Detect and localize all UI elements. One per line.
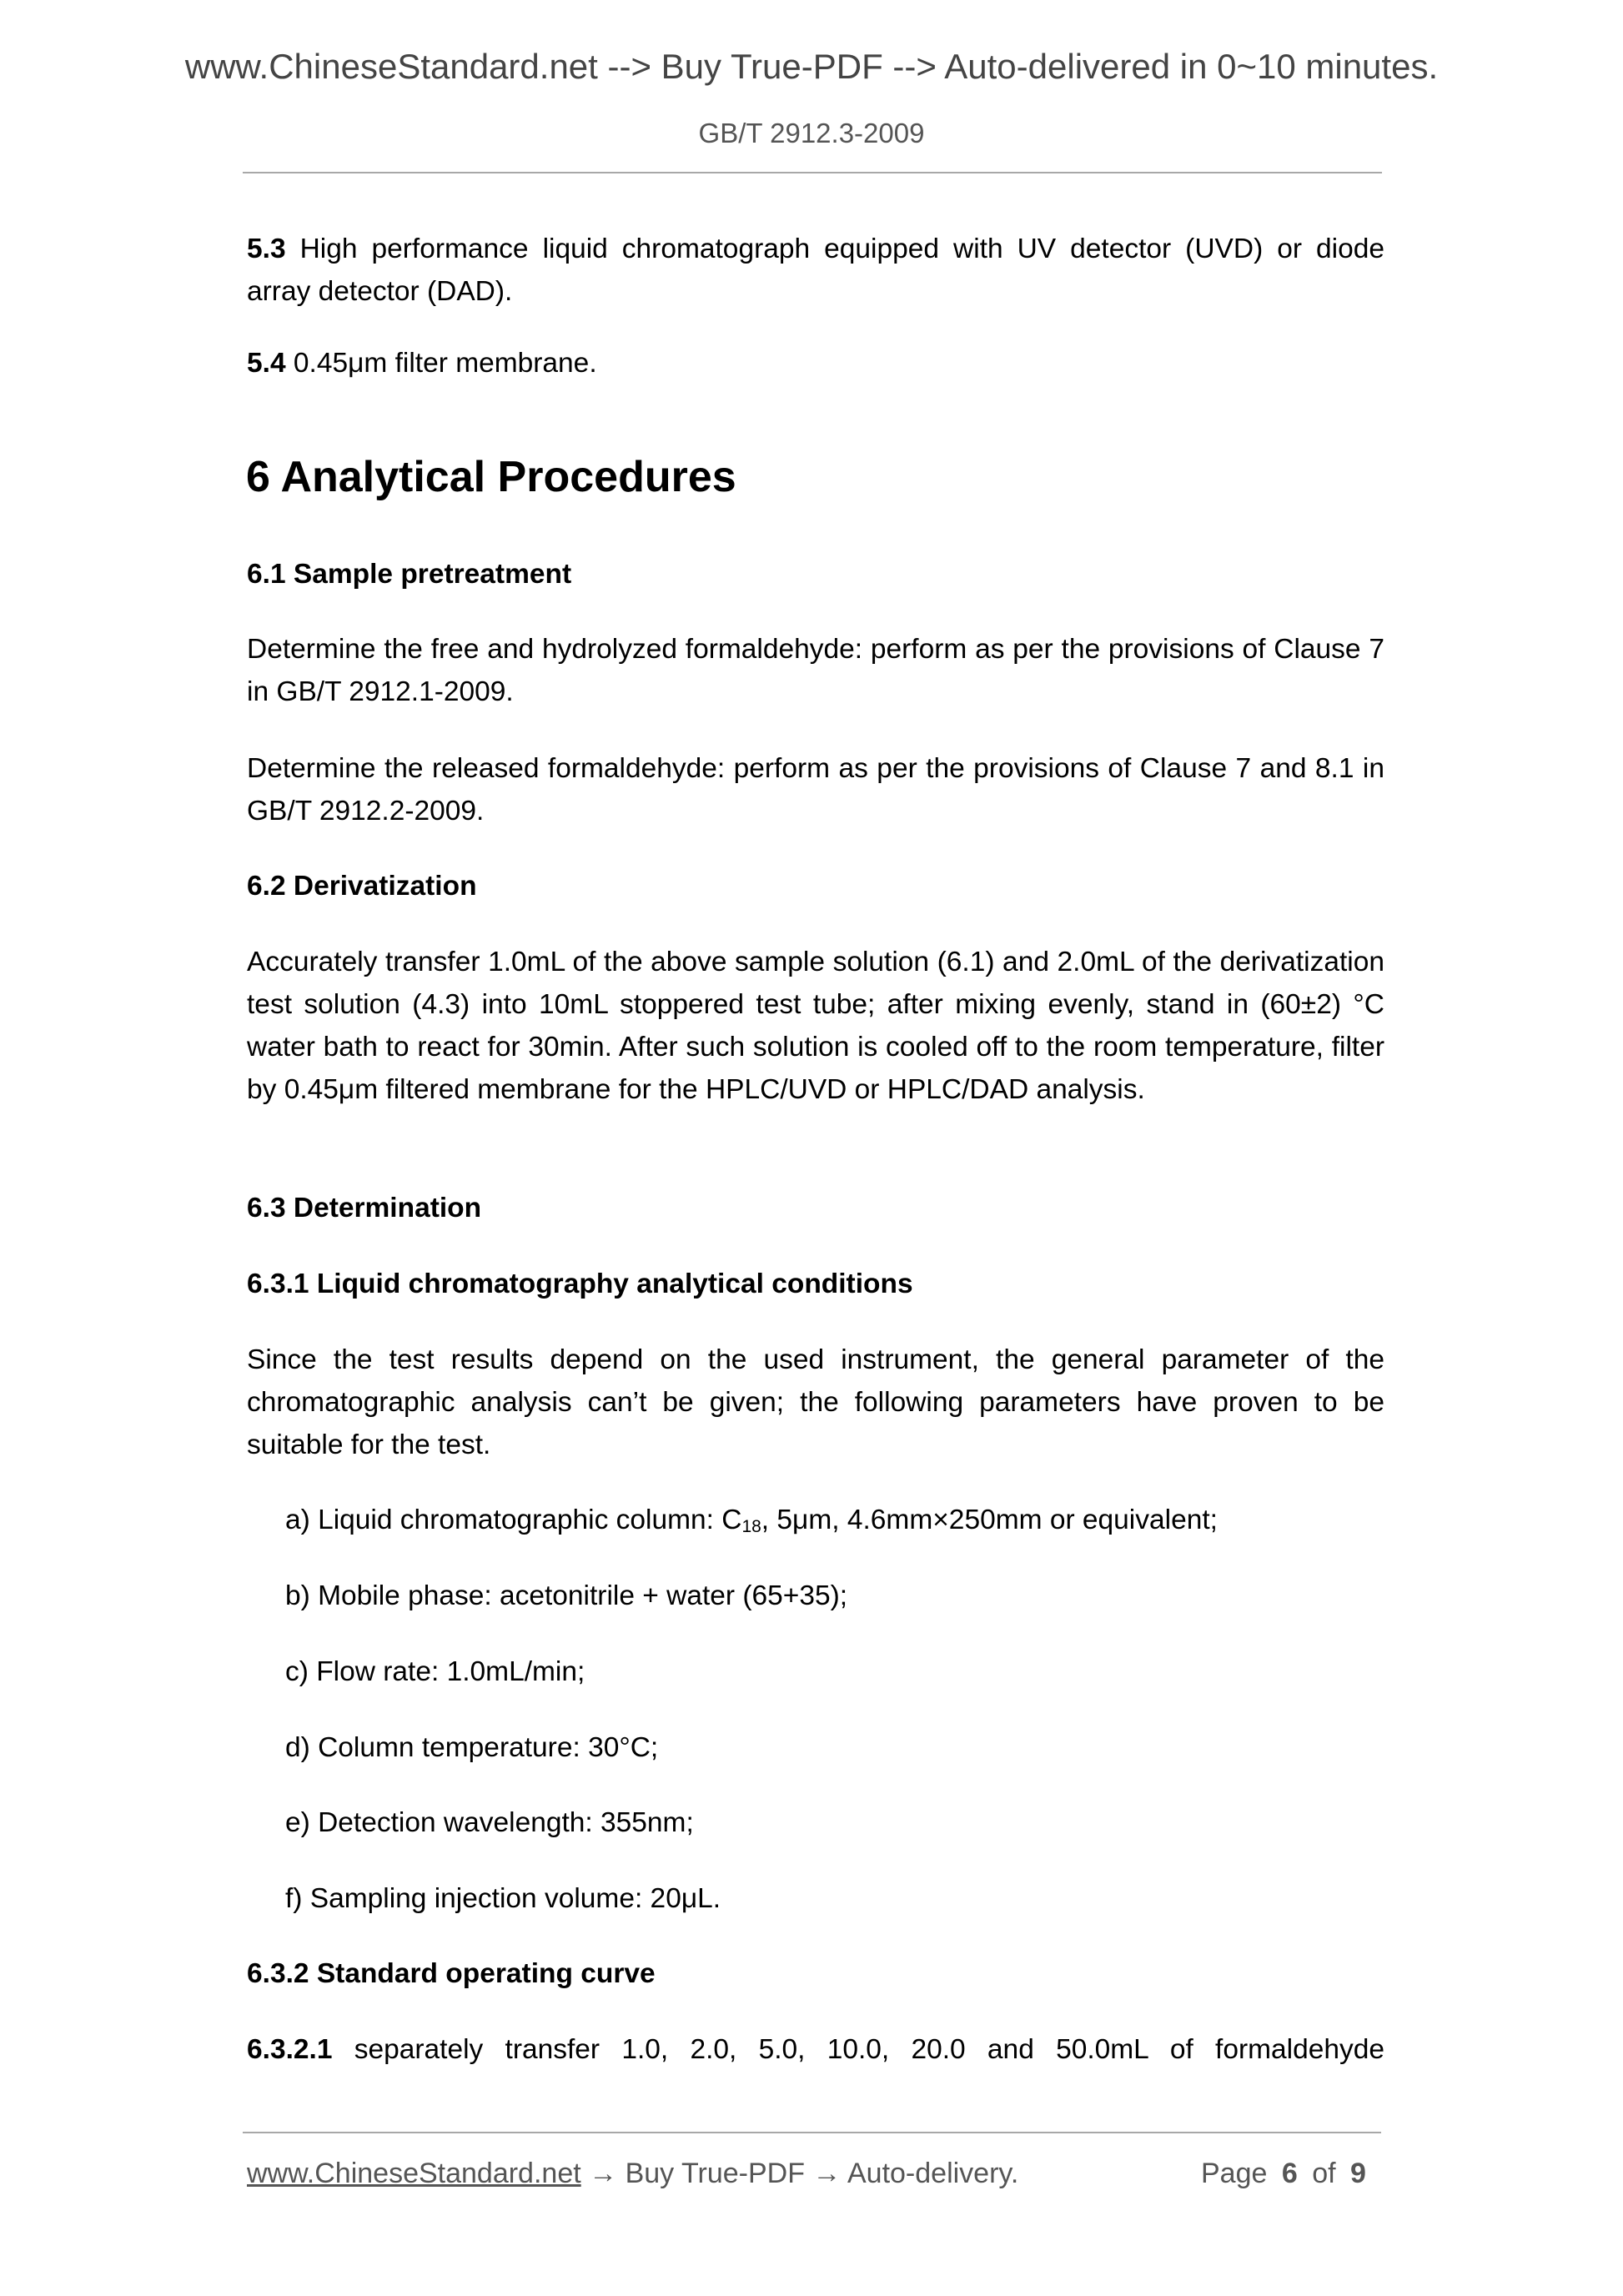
heading-6-3: 6.3 Determination xyxy=(247,1193,482,1223)
footer-promo xyxy=(247,2155,1018,2192)
clause-text: 0.45μm filter membrane. xyxy=(285,348,597,379)
condition-f-injection-volume: f) Sampling injection volume: 20μL. xyxy=(285,1883,721,1914)
heading-6-3-1: 6.3.1 Liquid chromatography analytical conditions xyxy=(247,1269,913,1299)
condition-c-flow-rate: c) Flow rate: 1.0mL/min; xyxy=(285,1656,585,1687)
clause-5-3 xyxy=(247,228,1384,313)
clause-text: separately transfer 1.0, 2.0, 5.0, 10.0, 20.0 and 50.0mL of formaldehyde xyxy=(332,2034,1384,2065)
clause-text: High performance liquid chromatograph equipped with UV detector (UVD) or diode array detector (DAD). xyxy=(247,234,1384,307)
total-pages: 9 xyxy=(1350,2158,1366,2189)
footer-promo-text: → Buy True-PDF → Auto-delivery. xyxy=(580,2158,1019,2189)
paragraph-released: Determine the released formaldehyde: perform as per the provisions of Clause 7 and 8.1 in GB/T 2912.2-2009. xyxy=(247,753,1384,826)
clause-number: 5.3 xyxy=(247,234,286,264)
heading-6-3-2: 6.3.2 Standard operating curve xyxy=(247,1958,656,1989)
header-divider xyxy=(243,172,1382,173)
clause-number: 5.4 xyxy=(247,348,286,379)
paragraph-free-hydrolyzed: Determine the free and hydrolyzed formaldehyde: perform as per the provisions of Clause 7 in GB/T 2912.1-2009. xyxy=(247,634,1384,707)
clause-6-3-2-1 xyxy=(247,2028,1384,2071)
paragraph-derivatization: Accurately transfer 1.0mL of the above sample solution (6.1) and 2.0mL of the derivatization test solution (4.3) into 10mL stoppered test tube; after mixing evenly, stand in (60±2) °C water bath to react for 30min. After such solution is cooled off to the room temperature, filter by 0.45μm filtered membrane for the HPLC/UVD or HPLC/DAD analysis. xyxy=(247,947,1384,1105)
footer-divider xyxy=(243,2132,1381,2133)
current-page: 6 xyxy=(1281,2158,1298,2189)
header-banner: www.ChineseStandard.net --> Buy True-PDF --> Auto-delivered in 0~10 minutes. xyxy=(184,47,1439,86)
section-heading-6: 6 Analytical Procedures xyxy=(246,453,736,501)
condition-b-mobile-phase: b) Mobile phase: acetonitrile + water (65+35); xyxy=(285,1580,848,1611)
footer-website-link[interactable]: www.ChineseStandard.net xyxy=(247,2158,581,2189)
heading-6-2: 6.2 Derivatization xyxy=(247,871,477,902)
document-number: GB/T 2912.3-2009 xyxy=(698,118,925,148)
condition-d-column-temp: d) Column temperature: 30°C; xyxy=(285,1732,659,1763)
condition-a-column: a) Liquid chromatographic column: $C_{18}$, 5μm, 4.6mm×250mm or equivalent; xyxy=(285,1505,1218,1536)
paragraph-lc-conditions: Since the test results depend on the used instrument, the general parameter of the chromatographic analysis can’t be given; the following parameters have proven to be suitable for the test. xyxy=(247,1344,1384,1460)
page-indicator: Page 6 of 9 xyxy=(1201,2158,1366,2189)
heading-6-1: 6.1 Sample pretreatment xyxy=(247,559,572,590)
clause-5-4 xyxy=(247,342,1384,384)
clause-number: 6.3.2.1 xyxy=(247,2034,333,2065)
condition-e-wavelength: e) Detection wavelength: 355nm; xyxy=(285,1807,694,1838)
